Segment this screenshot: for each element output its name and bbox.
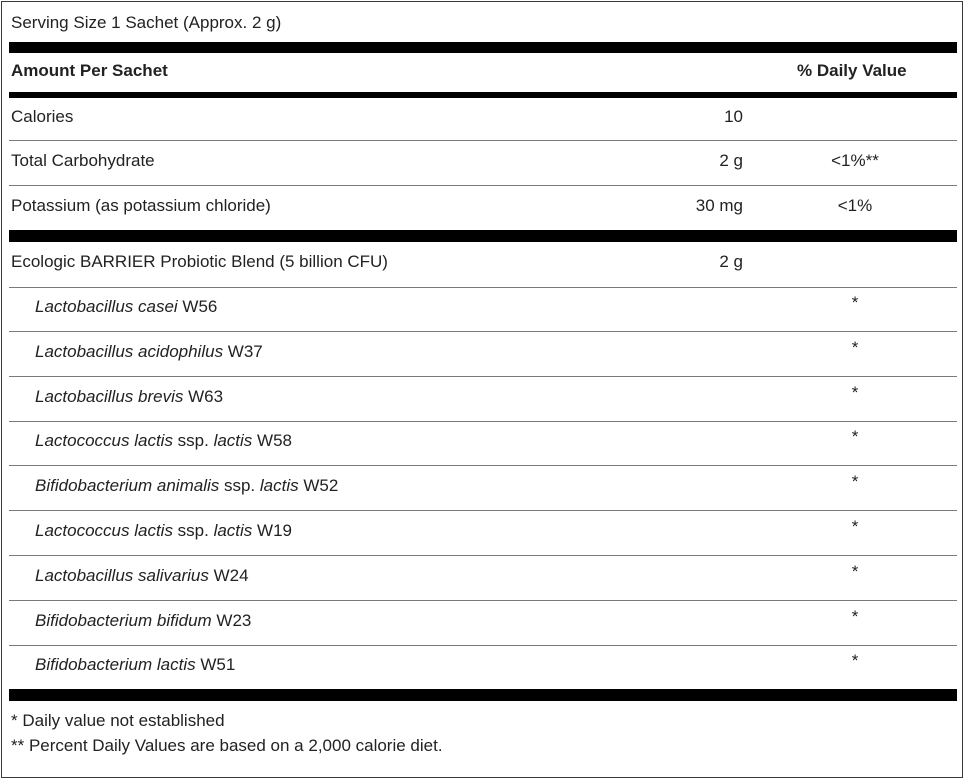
nutrient-daily-value: <1%** [831, 151, 879, 170]
row-divider [9, 465, 957, 466]
strain-plain-text: W19 [252, 521, 292, 540]
strain-daily-value: * [851, 383, 859, 402]
strain-italic-text: Lactobacillus salivarius [35, 566, 209, 585]
row-divider [9, 376, 957, 377]
strain-name [35, 342, 263, 362]
thick-divider [9, 42, 957, 53]
row-divider [9, 645, 957, 646]
supplement-facts-panel [1, 1, 963, 778]
footnote-daily-value: * Daily value not established [11, 711, 225, 730]
nutrient-amount: 2 g [719, 151, 743, 170]
strain-italic-text: lactis [259, 476, 299, 495]
row-divider [9, 600, 957, 601]
strain-italic-text: Lactobacillus casei [35, 297, 178, 316]
row-divider [9, 140, 957, 141]
row-divider [9, 331, 957, 332]
strain-daily-value: * [851, 607, 859, 626]
strain-daily-value: * [851, 517, 859, 536]
blend-amount: 2 g [719, 252, 743, 271]
strain-plain-text: W58 [252, 431, 292, 450]
strain-plain-text: W23 [211, 611, 252, 630]
strain-plain-text: W56 [177, 297, 218, 316]
strain-daily-value: * [851, 293, 859, 312]
strain-italic-text: Bifidobacterium animalis [35, 476, 220, 495]
row-divider [9, 510, 957, 511]
daily-value-header: % Daily Value [797, 61, 907, 80]
strain-italic-text: Bifidobacterium lactis [35, 655, 196, 674]
nutrient-amount: 30 mg [695, 196, 743, 215]
nutrient-name: Calories [11, 107, 74, 126]
strain-italic-text: Bifidobacterium bifidum [35, 611, 212, 630]
strain-plain-text: W52 [298, 476, 339, 495]
strain-name [35, 566, 249, 586]
nutrient-amount: 10 [724, 107, 743, 126]
strain-plain-text: ssp. [172, 431, 214, 450]
nutrient-name: Total Carbohydrate [11, 151, 155, 170]
strain-daily-value: * [851, 427, 859, 446]
strain-name [35, 387, 223, 407]
serving-size-text: Serving Size 1 Sachet (Approx. 2 g) [11, 13, 282, 32]
strain-plain-text: W37 [223, 342, 263, 361]
strain-daily-value: * [851, 651, 859, 670]
strain-name [35, 431, 292, 451]
nutrient-name: Potassium (as potassium chloride) [11, 196, 271, 215]
thick-divider [9, 92, 957, 98]
strain-name [35, 655, 235, 675]
strain-name [35, 611, 251, 631]
strain-plain-text: W63 [183, 387, 224, 406]
strain-italic-text: Lactobacillus acidophilus [35, 342, 224, 361]
strain-daily-value: * [851, 338, 859, 357]
amount-per-sachet-header: Amount Per Sachet [11, 61, 168, 80]
row-divider [9, 287, 957, 288]
strain-name [35, 476, 338, 496]
row-divider [9, 555, 957, 556]
blend-name: Ecologic BARRIER Probiotic Blend (5 billion CFU) [11, 252, 388, 271]
row-divider [9, 421, 957, 422]
strain-italic-text: Lactobacillus brevis [35, 387, 184, 406]
strain-plain-text: ssp. [219, 476, 260, 495]
strain-plain-text: W51 [195, 655, 236, 674]
strain-plain-text: ssp. [172, 521, 214, 540]
thick-divider [9, 230, 957, 242]
strain-italic-text: Lactococcus lactis [35, 431, 173, 450]
strain-name [35, 521, 292, 541]
row-divider [9, 185, 957, 186]
strain-plain-text: W24 [208, 566, 249, 585]
strain-italic-text: lactis [213, 521, 253, 540]
strain-name [35, 297, 217, 317]
thick-divider [9, 689, 957, 701]
strain-italic-text: lactis [213, 431, 253, 450]
strain-italic-text: Lactococcus lactis [35, 521, 173, 540]
strain-daily-value: * [851, 562, 859, 581]
nutrient-daily-value: <1% [837, 196, 873, 215]
footnote-percent-daily: ** Percent Daily Values are based on a 2,000 calorie diet. [11, 736, 443, 755]
strain-daily-value: * [851, 472, 859, 491]
